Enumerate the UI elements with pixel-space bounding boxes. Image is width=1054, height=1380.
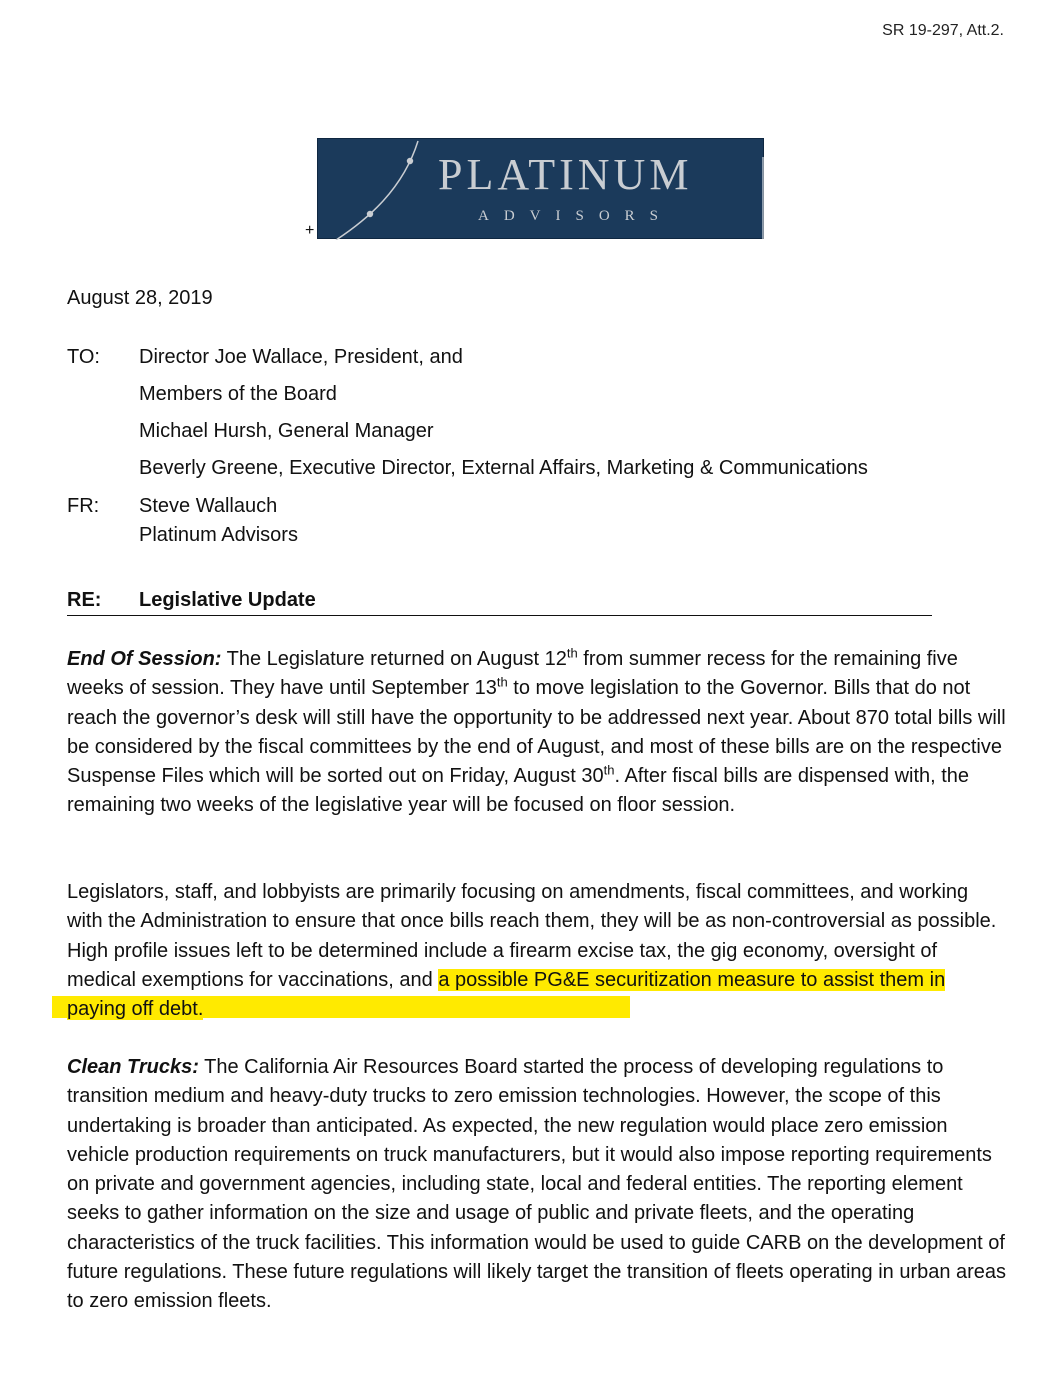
section-heading: Clean Trucks: <box>67 1056 199 1078</box>
paragraph-clean-trucks <box>67 1053 1007 1317</box>
from-line: Steve Wallauch <box>139 495 278 517</box>
to-line: Members of the Board <box>139 383 337 405</box>
to-line: Michael Hursh, General Manager <box>139 420 434 442</box>
paragraph-text: to move legislation to the Governor. Bills that do not reach the governor’s desk will still have the opportunity to be addressed next year. About 870 total bills will be considered by the fiscal committees by the end of August, and most of these bills are on the respective Suspense Files which will be sorted out on Friday, August 30 <box>67 677 1006 788</box>
highlighted-text: a possible PG&E securitization measure to assist them in paying off debt. <box>67 968 946 1021</box>
section-heading: End Of Session: <box>67 648 222 670</box>
subject-label: RE: <box>67 589 102 611</box>
from-line: Platinum Advisors <box>139 524 298 546</box>
paragraph-end-of-session <box>67 645 1007 821</box>
paragraph-text: . After fiscal bills are dispensed with, the remaining two weeks of the legislative year will be focused on floor session. <box>67 765 970 817</box>
logo-subtitle: ADVISORS <box>478 208 674 224</box>
paragraph-text: from summer recess for the remaining five weeks of session. They have until September 13 <box>67 648 958 700</box>
plus-mark: + <box>305 222 315 239</box>
subject-value: Legislative Update <box>139 589 316 611</box>
subject-line <box>67 589 932 616</box>
ordinal-suffix: th <box>603 762 615 778</box>
page-reference: SR 19-297, Att.2. <box>882 22 1004 39</box>
to-line: Beverly Greene, Executive Director, External Affairs, Marketing & Communications <box>139 457 868 479</box>
ordinal-suffix: th <box>566 645 578 661</box>
from-label: FR: <box>67 495 100 517</box>
logo-wordmark: PLATINUM <box>438 150 693 199</box>
paragraph-legislators <box>67 878 1007 1024</box>
to-line: Director Joe Wallace, President, and <box>139 346 463 368</box>
platinum-advisors-logo <box>317 138 764 239</box>
ordinal-suffix: th <box>496 674 508 690</box>
to-label: TO: <box>67 346 100 368</box>
paragraph-text: Legislators, staff, and lobbyists are primarily focusing on amendments, fiscal committees, and working with the Administration to ensure that once bills reach them, they will be as non-controversial as possible. High profile issues left to be determined include a firearm excise tax, the gig economy, oversight of medical exemptions for vaccinations, and <box>67 881 997 991</box>
memo-date: August 28, 2019 <box>67 287 213 309</box>
paragraph-text: The Legislature returned on August 12 <box>221 648 567 670</box>
paragraph-text: The California Air Resources Board started the process of developing regulations to transition medium and heavy-duty trucks to zero emission technologies. However, the scope of this undertaking is broader than anticipated. As expected, the new regulation would place zero emission vehicle production requirements on truck manufacturers, but it would also impose reporting requirements on private and government agencies, including state, local and federal entities. The reporting element seeks to gather information on the size and usage of public and private fleets, and the operating characteristics of the truck facilities. This information would be used to guide CARB on the development of future regulations. These future regulations will likely target the transition of fleets operating in urban areas to zero emission fleets. <box>67 1056 1007 1313</box>
